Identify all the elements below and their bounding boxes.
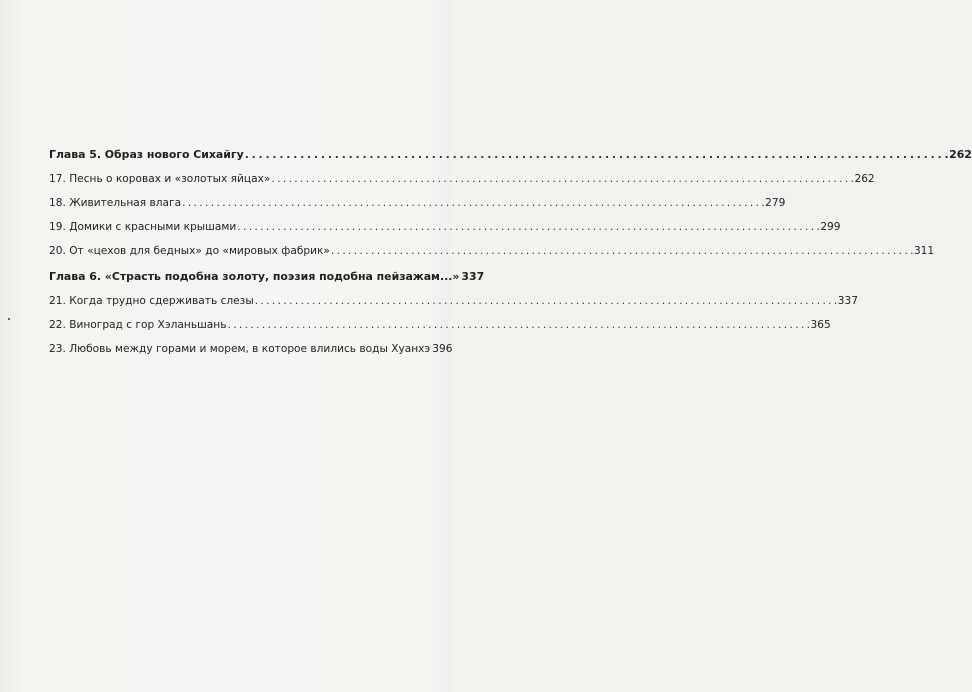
paper-speck: [8, 318, 10, 320]
toc-section-18[interactable]: [49, 196, 786, 210]
dot-leader: [331, 244, 913, 258]
toc-entry-title: 23. Любовь между горами и морем, в которое влились воды Хуанхэ: [49, 343, 431, 355]
toc-entry-page: 311: [913, 245, 935, 257]
dot-leader: [271, 172, 853, 186]
toc-entry-page: 262: [949, 148, 972, 161]
toc-chapter-6[interactable]: [49, 270, 485, 284]
table-of-contents: [49, 148, 972, 356]
toc-section-17[interactable]: [49, 172, 875, 186]
toc-entry-title: 20. От «цехов для бедных» до «мировых фабрик»: [49, 245, 330, 257]
dot-leader: [237, 220, 819, 234]
toc-section-20[interactable]: [49, 244, 935, 258]
toc-chapter-5[interactable]: [49, 148, 972, 162]
toc-section-23[interactable]: [49, 342, 453, 356]
toc-entry-title: 17. Песнь о коровах и «золотых яйцах»: [49, 173, 271, 185]
toc-section-19[interactable]: [49, 220, 841, 234]
toc-section-22[interactable]: [49, 318, 831, 332]
toc-entry-page: 299: [820, 221, 841, 233]
dot-leader: [255, 294, 837, 308]
toc-entry-page: 262: [854, 173, 875, 185]
toc-entry-page: 337: [461, 270, 485, 283]
dot-leader: [182, 196, 764, 210]
toc-entry-page: 365: [810, 319, 831, 331]
toc-entry-title: 21. Когда трудно сдерживать слезы: [49, 295, 254, 307]
toc-section-21[interactable]: [49, 294, 859, 308]
toc-entry-page: 396: [432, 343, 453, 355]
toc-entry-page: 337: [837, 295, 859, 307]
dot-leader: [245, 148, 948, 162]
toc-entry-title: Глава 5. Образ нового Сихайгу: [49, 148, 244, 161]
toc-entry-title: 22. Виноград с гор Хэланьшань: [49, 319, 227, 331]
toc-entry-page: 279: [765, 197, 786, 209]
toc-entry-title: 18. Живительная влага: [49, 197, 182, 209]
toc-entry-title: Глава 6. «Страсть подобна золоту, поэзия подобна пейзажам...»: [49, 270, 460, 283]
dot-leader: [227, 318, 809, 332]
toc-entry-title: 19. Домики с красными крышами: [49, 221, 237, 233]
